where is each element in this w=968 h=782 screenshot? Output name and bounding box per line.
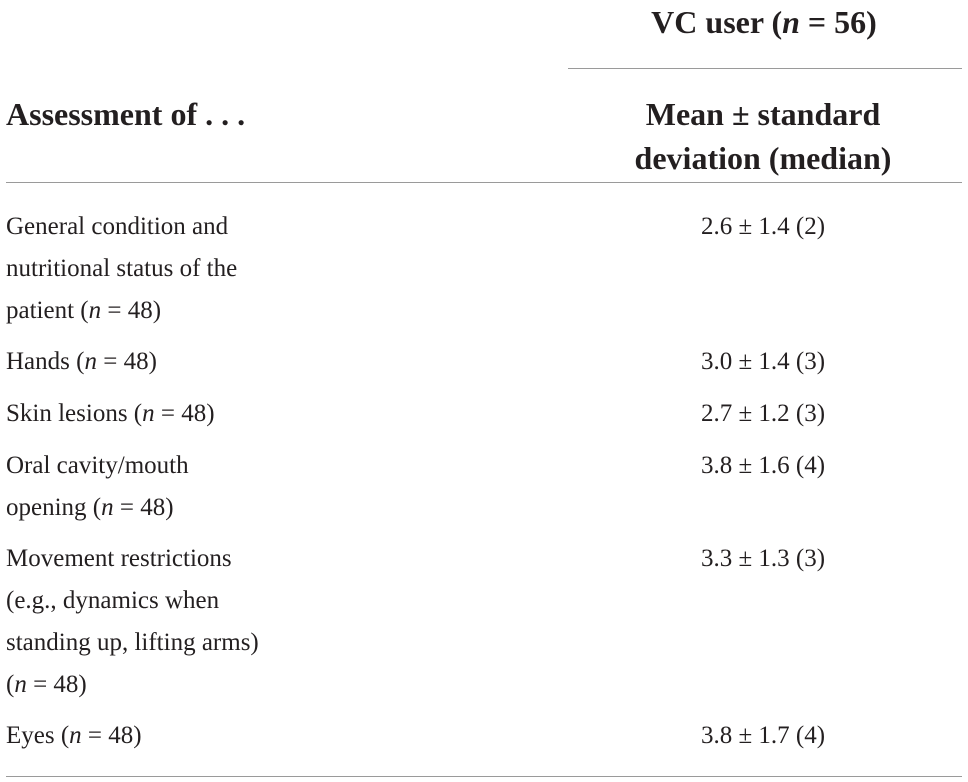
row-n-value: = 48): [26, 671, 87, 698]
row-value: 2.6 ± 1.4 (2): [700, 213, 826, 240]
row-n-value: = 48): [81, 722, 142, 749]
row-label-line-last: [6, 393, 326, 435]
row-label: [6, 393, 326, 435]
row-label-line-last: [6, 341, 326, 383]
n-symbol: n: [69, 722, 82, 749]
row-n-value: = 48): [101, 297, 162, 324]
row-label: [6, 715, 326, 757]
n-symbol: n: [101, 494, 114, 521]
row-label-text: (: [6, 671, 15, 698]
row-value: 3.3 ± 1.3 (3): [700, 545, 826, 572]
row-n-value: = 48): [113, 494, 174, 521]
row-n-value: = 48): [154, 400, 215, 427]
group-header-rule: [568, 68, 962, 69]
n-symbol: n: [14, 671, 27, 698]
row-label-text: Hands (: [6, 348, 85, 375]
row-n-value: = 48): [96, 348, 157, 375]
group-header-prefix: VC user (: [651, 4, 783, 40]
row-label-line: nutritional status of the: [6, 255, 238, 282]
row-label-line-last: [6, 664, 326, 706]
row-label-line: standing up, lifting arms): [6, 629, 259, 656]
n-symbol: n: [142, 400, 155, 427]
row-value: 3.8 ± 1.7 (4): [700, 722, 826, 749]
row-label-text: Eyes (: [6, 722, 70, 749]
row-label-line-last: [6, 487, 326, 529]
row-label-text: Skin lesions (: [6, 400, 143, 427]
group-header-vc-user: [568, 0, 960, 44]
row-label: [6, 206, 326, 332]
column-header-assessment: Assessment of . . .: [6, 96, 246, 132]
column-header-line-1: Mean ± standard: [645, 96, 881, 132]
row-label-line-last: [6, 290, 326, 332]
row-value: 2.7 ± 1.2 (3): [700, 400, 826, 427]
row-value: 3.0 ± 1.4 (3): [700, 348, 826, 375]
row-label-text: opening (: [6, 494, 102, 521]
n-symbol: n: [84, 348, 97, 375]
row-label-line: Oral cavity/mouth: [6, 452, 189, 479]
row-label: [6, 445, 326, 529]
row-label-line-last: [6, 715, 326, 757]
column-header-mean-sd-median: [568, 92, 958, 180]
row-label: [6, 538, 326, 706]
header-rule: [6, 182, 962, 183]
n-symbol: n: [88, 297, 102, 324]
row-label-line: General condition and: [6, 213, 229, 240]
row-label-line: (e.g., dynamics when: [6, 587, 220, 614]
group-header-suffix: = 56): [799, 4, 877, 40]
row-label: [6, 341, 326, 383]
row-label-text: patient (: [6, 297, 89, 324]
bottom-rule: [6, 776, 962, 777]
row-label-line: Movement restrictions: [6, 545, 232, 572]
group-header-n-symbol: n: [782, 4, 800, 40]
column-header-line-2: deviation (median): [634, 140, 892, 176]
row-value: 3.8 ± 1.6 (4): [700, 452, 826, 479]
